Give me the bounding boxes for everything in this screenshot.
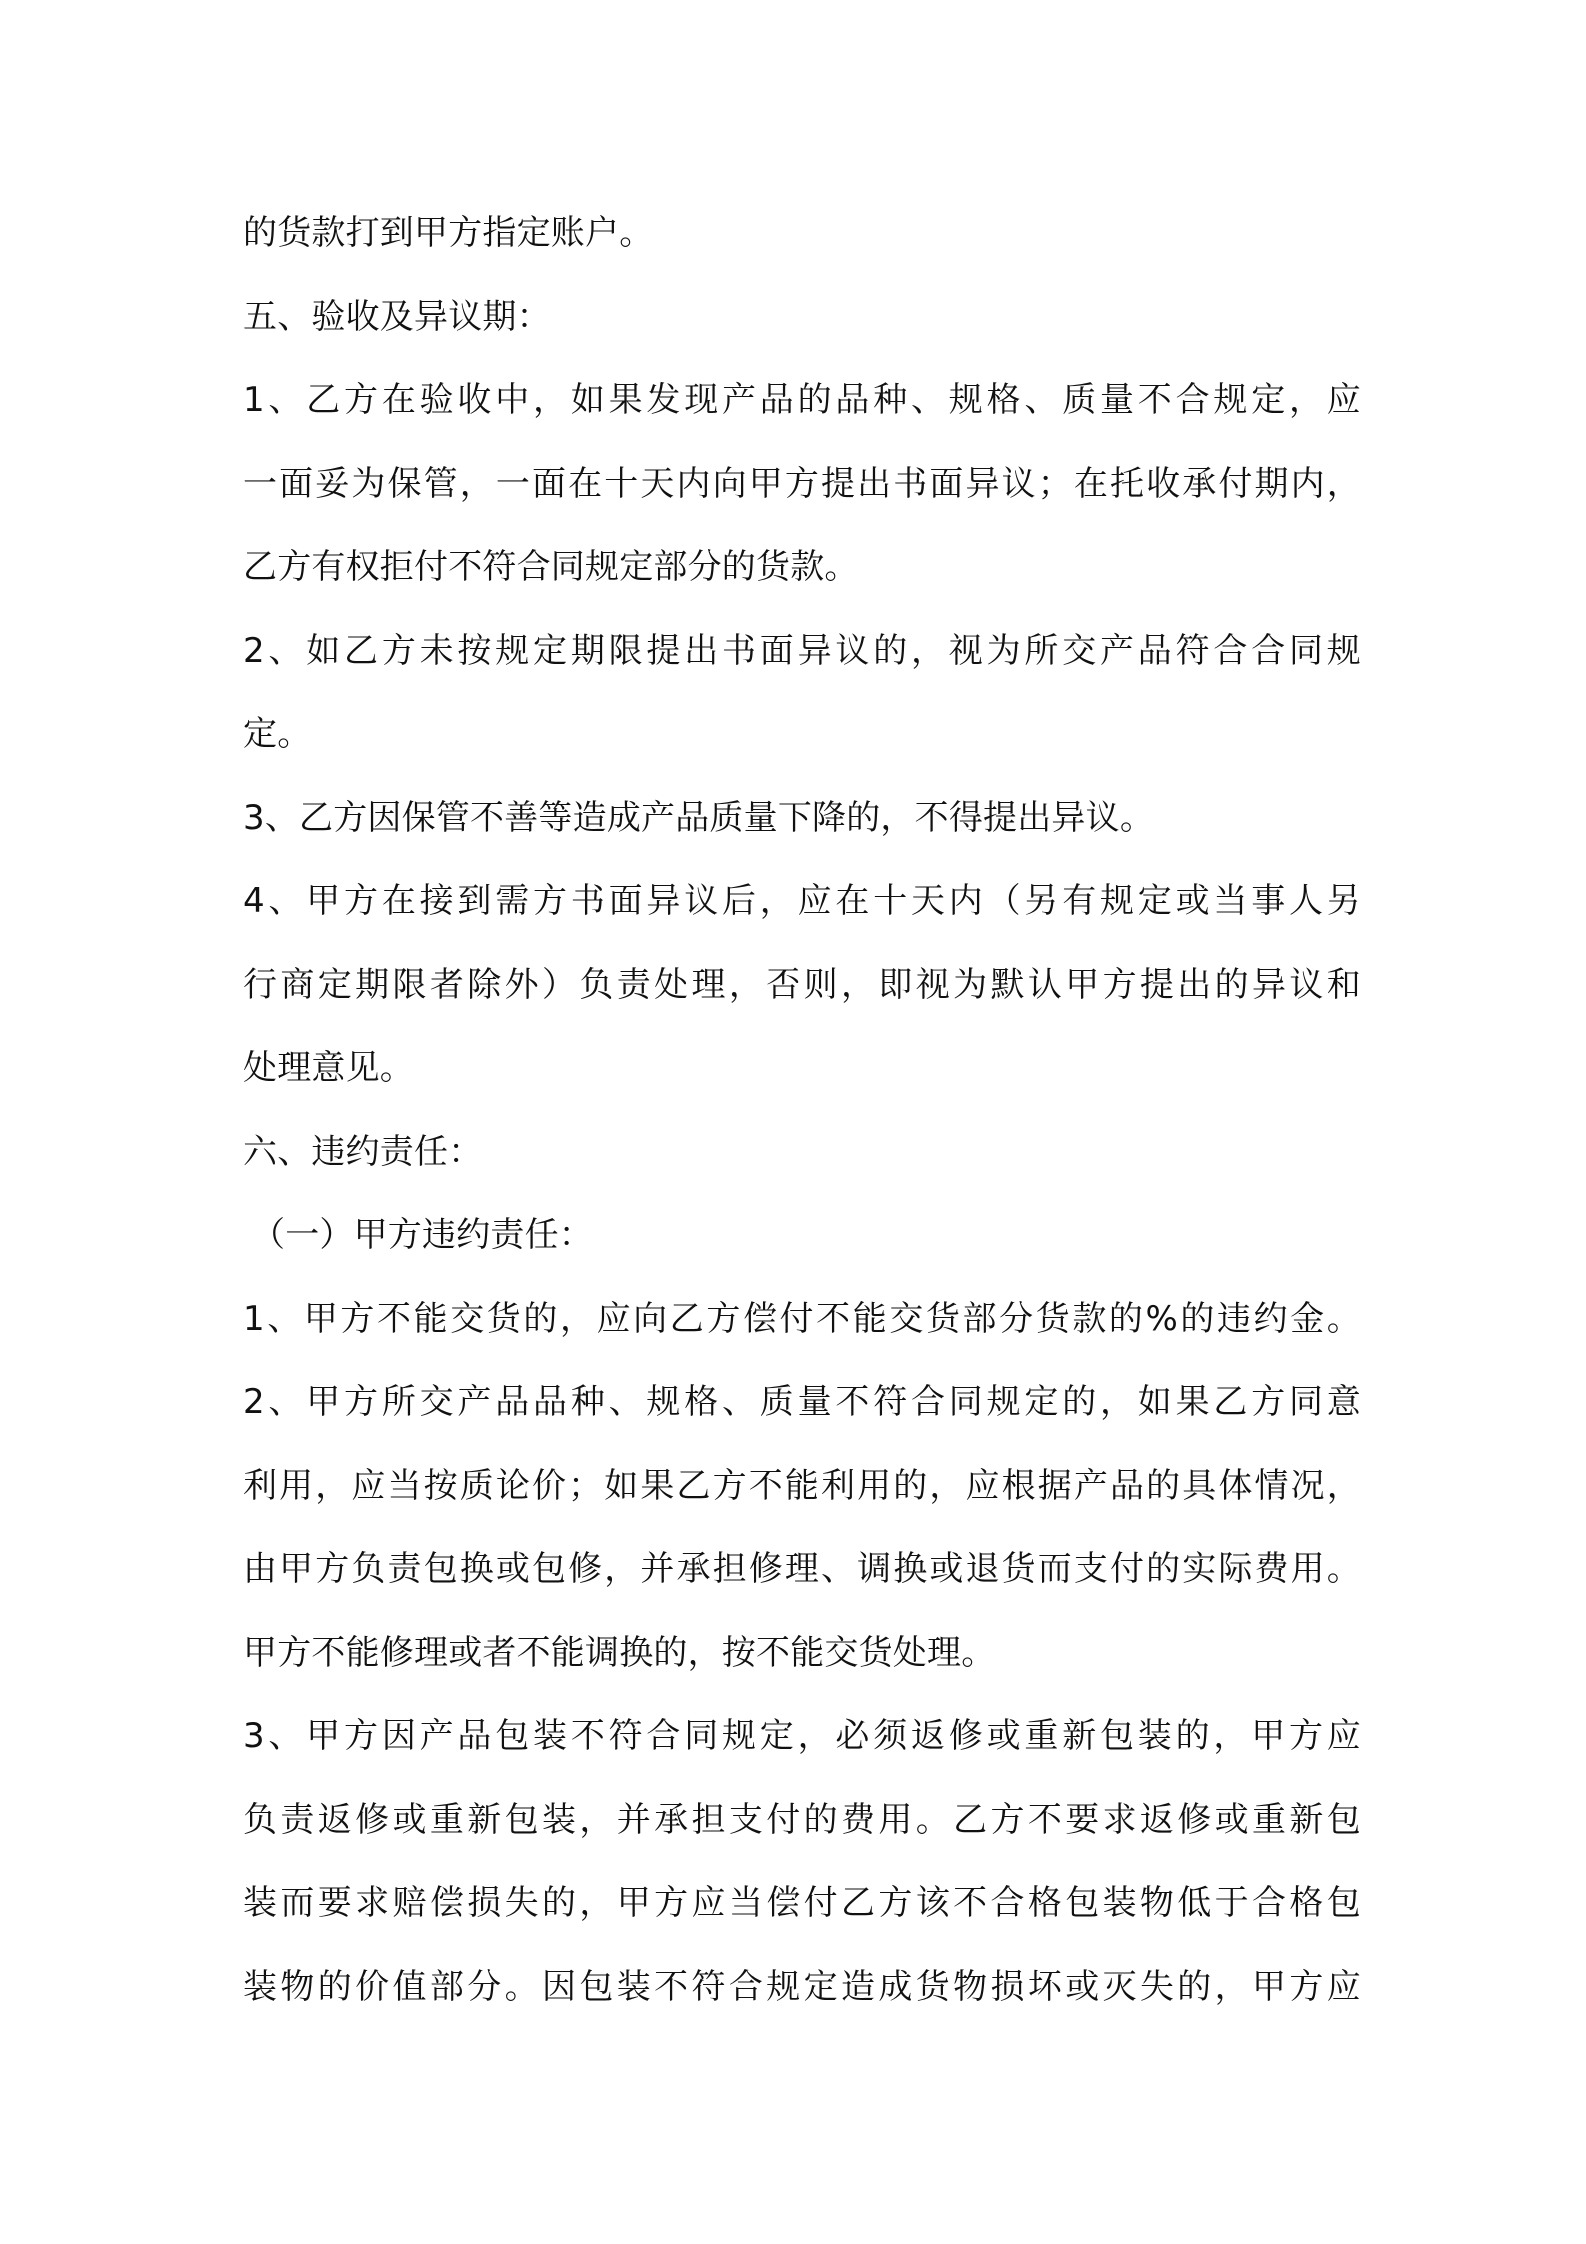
document-body	[243, 192, 1361, 2029]
text-line: 装物的价值部分。因包装不符合规定造成货物损坏或灭失的，甲方应	[243, 1966, 1361, 2007]
text-line: 处理意见。	[243, 1048, 414, 1088]
text-line: 1、甲方不能交货的，应向乙方偿付不能交货部分货款的%的违约金。	[243, 1298, 1361, 1339]
text-line: 装而要求赔偿损失的，甲方应当偿付乙方该不合格包装物低于合格包	[243, 1883, 1361, 1923]
text-line: 1、乙方在验收中，如果发现产品的品种、规格、质量不合规定，应	[243, 380, 1361, 420]
text-line: 的货款打到甲方指定账户。	[243, 213, 654, 253]
text-line: 负责返修或重新包装，并承担支付的费用。乙方不要求返修或重新包	[243, 1799, 1361, 1840]
text-line: 3、乙方因保管不善等造成产品质量下降的，不得提出异议。	[243, 797, 1155, 838]
text-line: 由甲方负责包换或包修，并承担修理、调换或退货而支付的实际费用。	[243, 1549, 1361, 1589]
text-line: 2、如乙方未按规定期限提出书面异议的，视为所交产品符合合同规	[243, 630, 1361, 671]
text-line: 2、甲方所交产品品种、规格、质量不符合同规定的，如果乙方同意	[243, 1382, 1361, 1422]
text-line: 利用，应当按质论价；如果乙方不能利用的，应根据产品的具体情况，	[243, 1465, 1361, 1506]
text-line: 行商定期限者除外）负责处理，否则，即视为默认甲方提出的异议和	[243, 964, 1361, 1005]
section-heading-6: 六、违约责任：	[243, 1131, 483, 1172]
section-heading-5: 五、验收及异议期：	[243, 296, 551, 337]
text-line: 定。	[243, 714, 312, 754]
subsection-heading: （一）甲方违约责任：	[251, 1215, 593, 1255]
text-line: 3、甲方因产品包装不符合同规定，必须返修或重新包装的，甲方应	[243, 1716, 1361, 1756]
text-line: 甲方不能修理或者不能调换的，按不能交货处理。	[243, 1632, 996, 1673]
text-line: 一面妥为保管，一面在十天内向甲方提出书面异议；在托收承付期内，	[243, 463, 1361, 504]
text-line: 乙方有权拒付不符合同规定部分的货款。	[243, 547, 859, 587]
text-line: 4、甲方在接到需方书面异议后，应在十天内（另有规定或当事人另	[243, 881, 1361, 921]
